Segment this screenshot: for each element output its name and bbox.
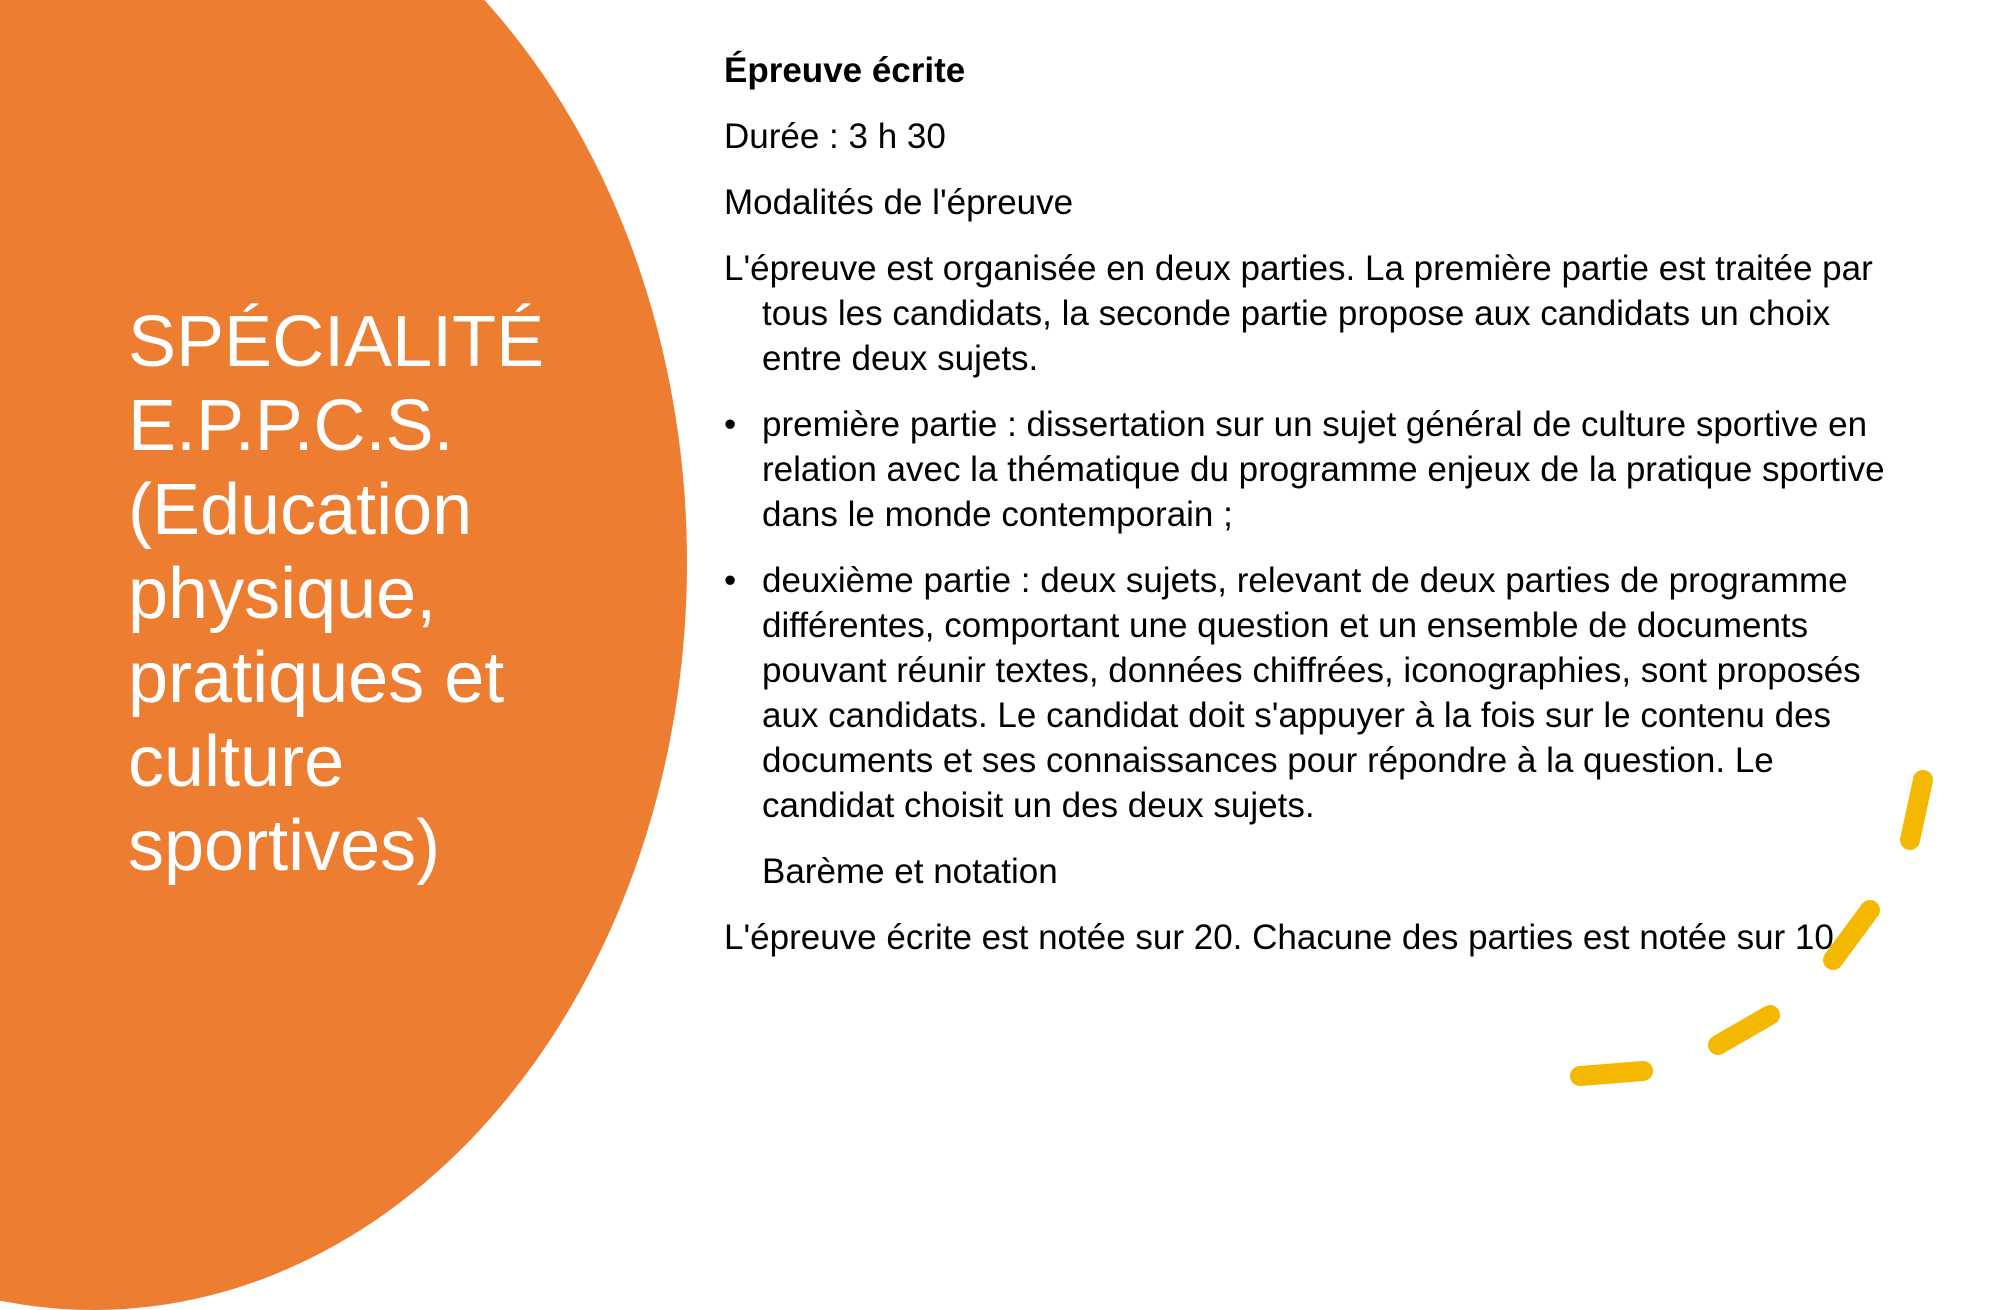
slide-title: SPÉCIALITÉ E.P.P.C.S. (Education physique, pratiques et culture sportives) (128, 302, 545, 886)
decorative-dash (1910, 780, 1923, 840)
bullet-icon: • (724, 405, 737, 444)
bullet-icon: • (724, 561, 737, 600)
section-heading: Épreuve écrite (724, 51, 966, 90)
intro-paragraph: L'épreuve est organisée en deux parties. La première partie est traitée par tous les candidats, la seconde partie propose aux candidats un choix entre deux sujets. (724, 249, 1873, 378)
duration-text: Durée : 3 h 30 (724, 117, 946, 156)
decorative-dash (1718, 1015, 1770, 1045)
modalities-label: Modalités de l'épreuve (724, 183, 1074, 222)
slide-content (724, 48, 1910, 981)
grading-label: Barème et notation (762, 852, 1058, 891)
list-item-text: deuxième partie : deux sujets, relevant de deux parties de programme différentes, comportant une question et un ensemble de documents pouvant réunir textes, données chiffrées, iconographies, sont proposés aux candidats. Le candidat doit s'appuyer à la fois sur le contenu des documents et ses connaissances pour répondre à la question. Le candidat choisit un des deux sujets. (762, 561, 1861, 825)
list-item (724, 558, 1910, 828)
grading-paragraph: L'épreuve écrite est notée sur 20. Chacune des parties est notée sur 10. (724, 918, 1844, 957)
parts-list (724, 402, 1910, 828)
list-item-text: première partie : dissertation sur un sujet général de culture sportive en relation avec la thématique du programme enjeux de la pratique sportive dans le monde contemporain ; (762, 405, 1885, 534)
list-item (724, 402, 1910, 537)
decorative-dash (1580, 1071, 1643, 1076)
